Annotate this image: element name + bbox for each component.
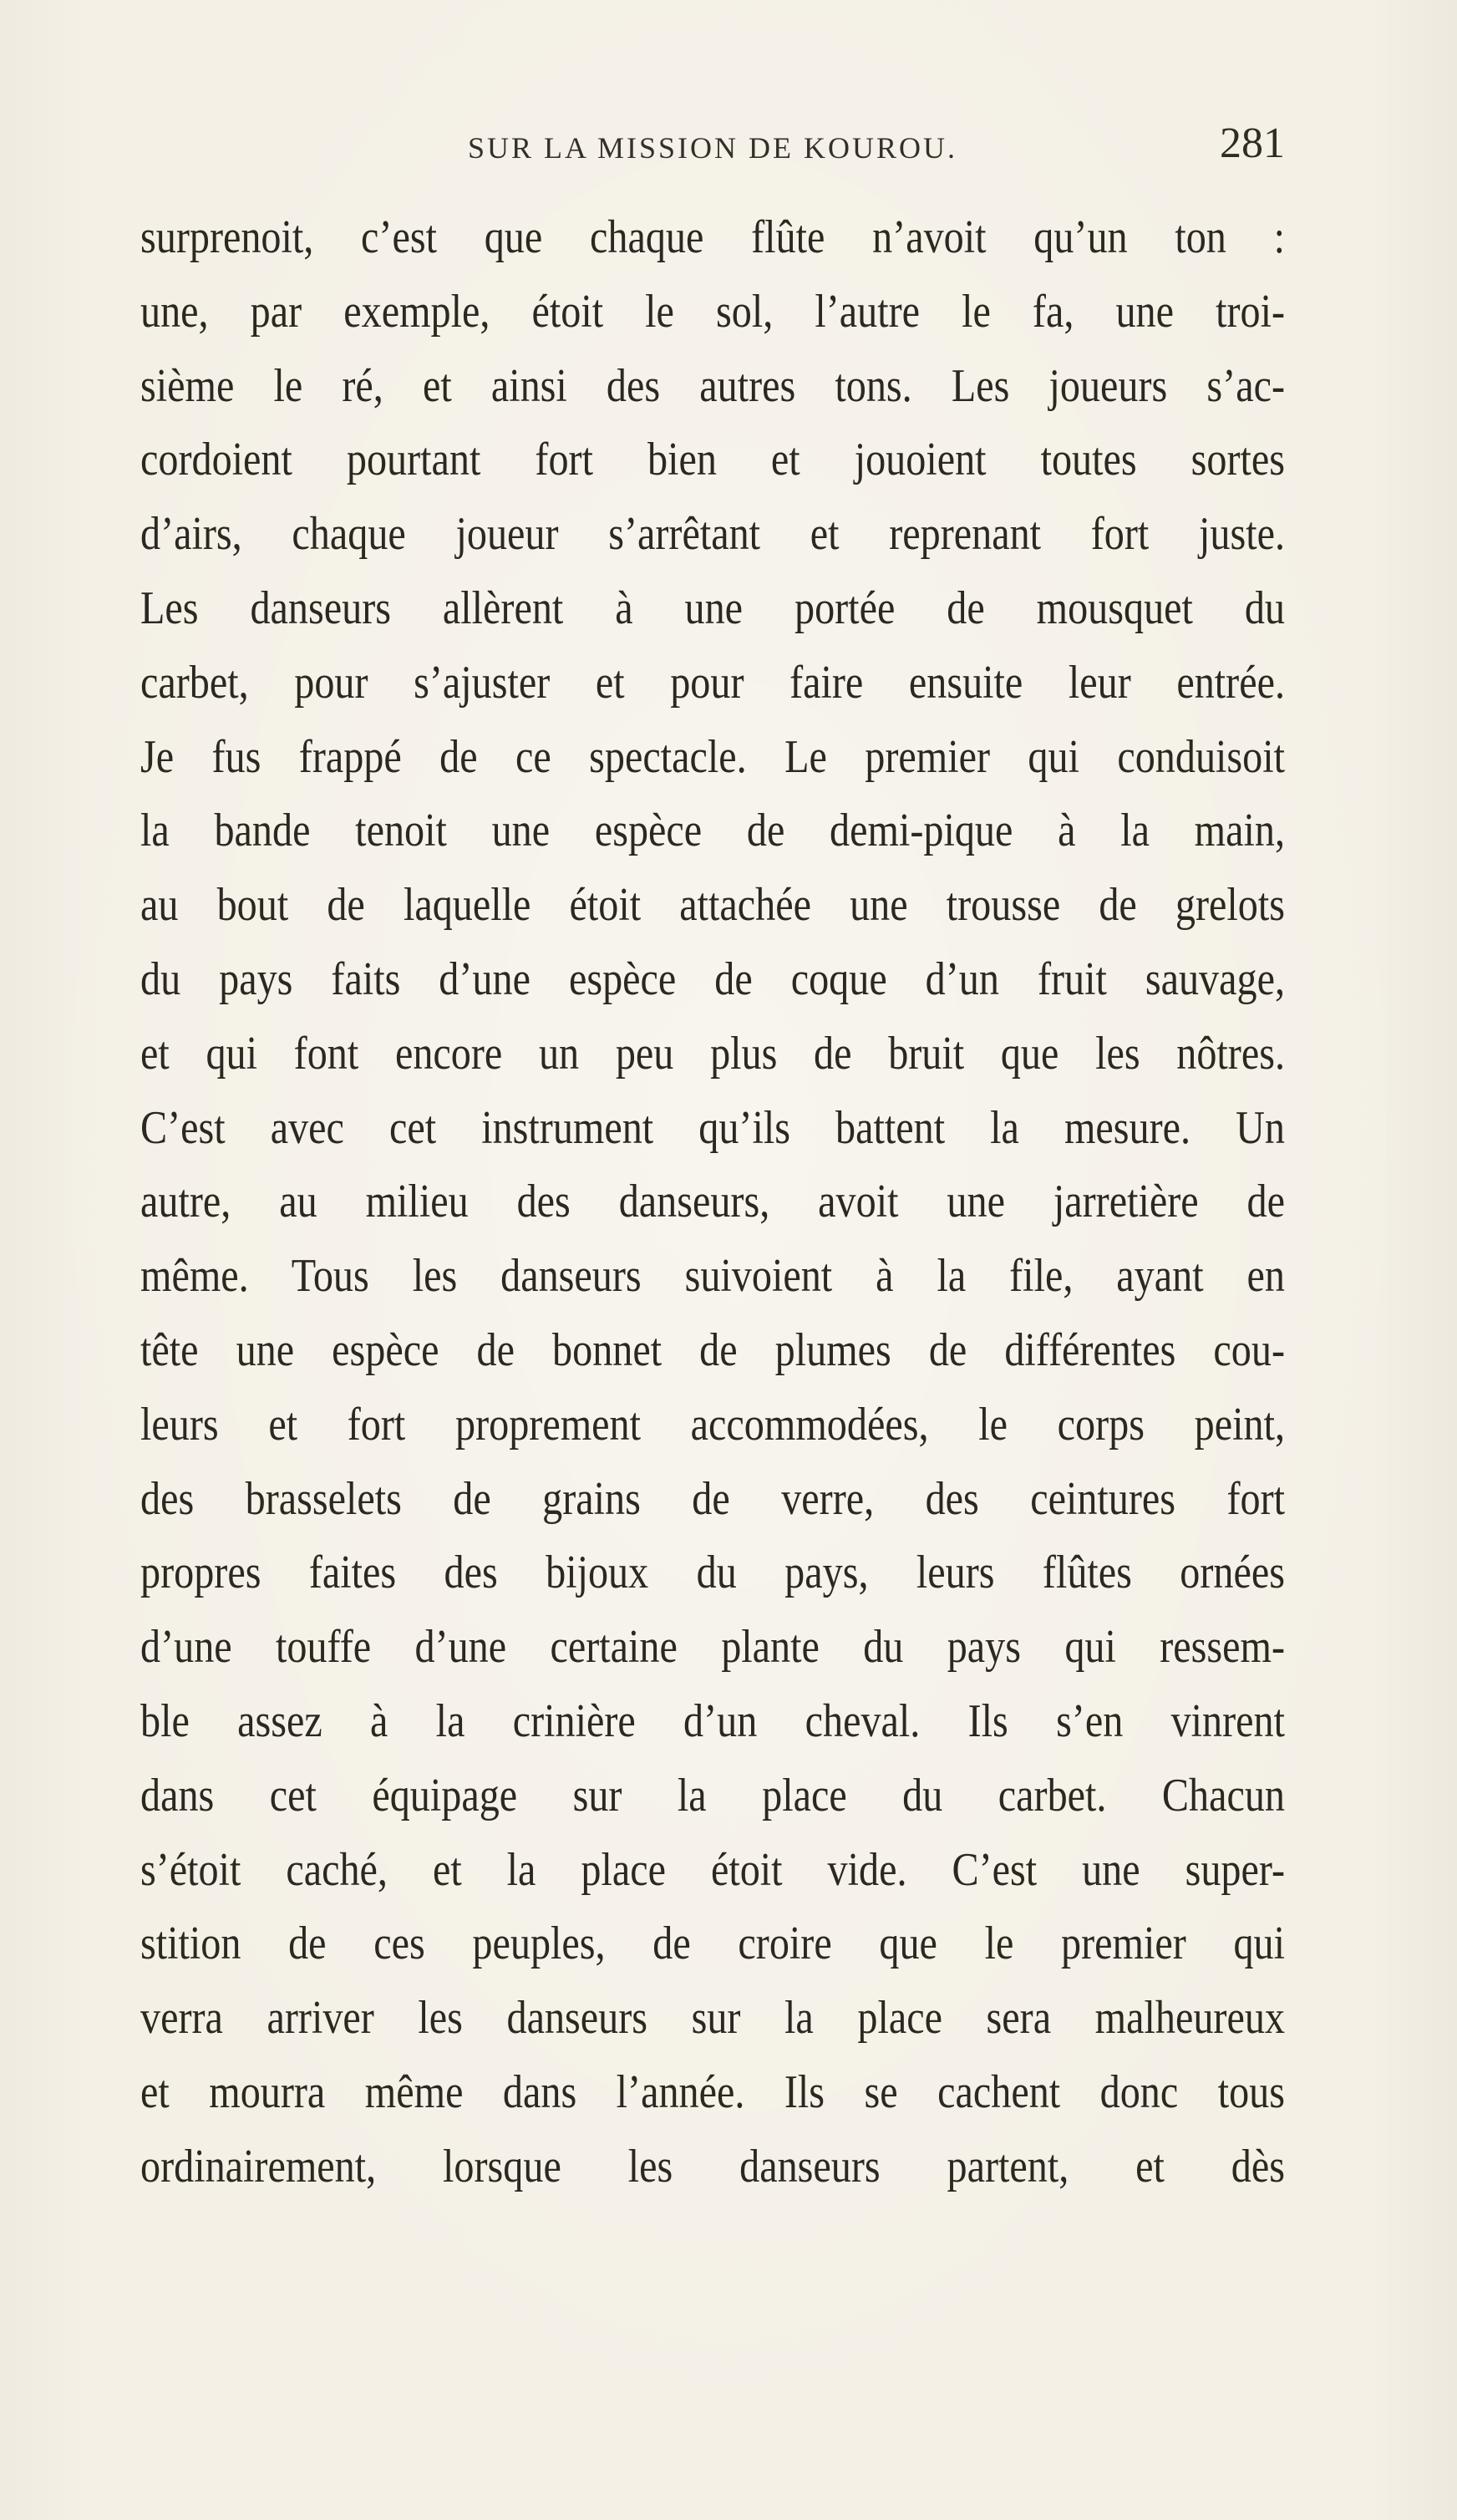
text-line: propres faites des bijoux du pays, leurs flûtes ornées <box>140 1547 1286 1599</box>
text-line: du pays faits d’une espèce de coque d’un fruit sauvage, <box>140 953 1286 1005</box>
text-line: dans cet équipage sur la place du carbet. Chacun <box>140 1769 1286 1821</box>
text-line: une, par exemple, étoit le sol, l’autre le fa, une troi- <box>140 285 1286 338</box>
text-line: des brasselets de grains de verre, des ceintures fort <box>140 1472 1286 1525</box>
text-line: s’étoit caché, et la place étoit vide. C’est une super- <box>140 1843 1286 1896</box>
text-line: sième le ré, et ainsi des autres tons. Les joueurs s’ac- <box>140 359 1286 412</box>
text-line: cordoient pourtant fort bien et jouoient toutes sortes <box>140 434 1286 486</box>
text-line: ble assez à la crinière d’un cheval. Ils s’en vinrent <box>140 1694 1286 1747</box>
text-line: d’airs, chaque joueur s’arrêtant et reprenant fort juste. <box>140 508 1286 561</box>
text-line: Je fus frappé de ce spectacle. Le premier qui conduisoit <box>140 730 1286 783</box>
text-line: d’une touffe d’une certaine plante du pays qui ressem- <box>140 1621 1286 1674</box>
text-line: verra arriver les danseurs sur la place sera malheureux <box>140 1992 1286 2045</box>
running-title: SUR LA MISSION DE KOUROU. <box>467 131 958 165</box>
text-line: autre, au milieu des danseurs, avoit une jarretière de <box>140 1176 1286 1228</box>
text-line: au bout de laquelle étoit attachée une trousse de grelots <box>140 879 1286 932</box>
text-line: C’est avec cet instrument qu’ils battent la mesure. Un <box>140 1101 1286 1154</box>
text-line: la bande tenoit une espèce de demi-pique à la main, <box>140 805 1286 857</box>
text-line: tête une espèce de bonnet de plumes de différentes cou- <box>140 1324 1286 1376</box>
text-line: même. Tous les danseurs suivoient à la file, ayant en <box>140 1250 1286 1303</box>
page-number: 281 <box>1220 119 1285 167</box>
text-line: surprenoit, c’est que chaque flûte n’avoit qu’un ton : <box>140 211 1286 263</box>
text-line: Les danseurs allèrent à une portée de mousquet du <box>140 582 1286 634</box>
text-line: ordinairement, lorsque les danseurs partent, et dès <box>140 2140 1286 2192</box>
body-text <box>140 201 1285 2206</box>
text-line: et mourra même dans l’année. Ils se cachent donc tous <box>140 2065 1286 2118</box>
text-line: stition de ces peuples, de croire que le premier qui <box>140 1918 1286 1970</box>
text-line: leurs et fort proprement accommodées, le corps peint, <box>140 1398 1286 1451</box>
running-head <box>140 119 1285 182</box>
text-line: carbet, pour s’ajuster et pour faire ensuite leur entrée. <box>140 656 1286 709</box>
text-line: et qui font encore un peu plus de bruit que les nôtres. <box>140 1027 1286 1080</box>
